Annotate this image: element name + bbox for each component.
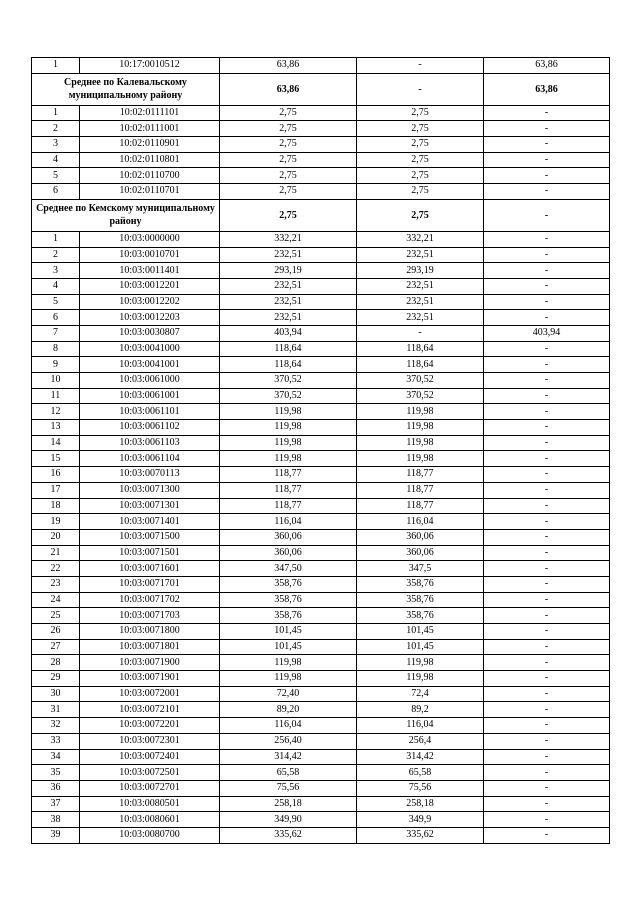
row-number-cell: 25 (32, 608, 80, 624)
row-number-cell: 6 (32, 310, 80, 326)
value-col5-cell: - (484, 702, 610, 718)
cadastral-quarter-cell: 10:03:0071703 (80, 608, 220, 624)
row-number-cell: 23 (32, 576, 80, 592)
value-col4-cell: 118,64 (357, 341, 484, 357)
table-row (32, 529, 610, 545)
value-col4-cell: 349,9 (357, 812, 484, 828)
table-row (32, 733, 610, 749)
value-col5-cell: - (484, 529, 610, 545)
value-col4-cell: - (357, 58, 484, 74)
cadastral-quarter-cell: 10:03:0012203 (80, 310, 220, 326)
table-row (32, 655, 610, 671)
table-row (32, 168, 610, 184)
value-col5-cell: - (484, 749, 610, 765)
value-col5-cell: - (484, 498, 610, 514)
value-cell: 119,98 (220, 435, 357, 451)
value-cell: 118,77 (220, 482, 357, 498)
value-col4-cell: 2,75 (357, 152, 484, 168)
table-row (32, 467, 610, 483)
cadastral-quarter-cell: 10:03:0061102 (80, 420, 220, 436)
cadastral-quarter-cell: 10:03:0071501 (80, 545, 220, 561)
value-col5-cell: - (484, 341, 610, 357)
value-cell: 118,64 (220, 357, 357, 373)
row-number-cell: 37 (32, 796, 80, 812)
row-number-cell: 22 (32, 561, 80, 577)
value-col5-cell: - (484, 121, 610, 137)
value-col5-cell: - (484, 765, 610, 781)
value-col4-cell: 335,62 (357, 827, 484, 843)
value-col5-cell: - (484, 482, 610, 498)
value-col5-cell: - (484, 373, 610, 389)
cadastral-quarter-cell: 10:03:0071801 (80, 639, 220, 655)
row-number-cell: 16 (32, 467, 80, 483)
table-row (32, 749, 610, 765)
cadastral-quarter-cell: 10:02:0110801 (80, 152, 220, 168)
row-number-cell: 4 (32, 152, 80, 168)
value-cell: 2,75 (220, 184, 357, 200)
value-col5-cell: - (484, 199, 610, 231)
subtotal-row (32, 73, 610, 105)
cadastral-quarter-cell: 10:03:0080501 (80, 796, 220, 812)
value-cell: 2,75 (220, 105, 357, 121)
value-cell: 256,40 (220, 733, 357, 749)
value-cell: 358,76 (220, 576, 357, 592)
value-col4-cell: 118,77 (357, 498, 484, 514)
value-col5-cell: 63,86 (484, 58, 610, 74)
value-col5-cell: - (484, 105, 610, 121)
value-cell: 360,06 (220, 545, 357, 561)
value-col5-cell: - (484, 152, 610, 168)
value-col4-cell: - (357, 73, 484, 105)
cadastral-quarter-cell: 10:17:0010512 (80, 58, 220, 74)
cadastral-quarter-cell: 10:03:0071800 (80, 624, 220, 640)
cadastral-quarter-cell: 10:03:0030807 (80, 325, 220, 341)
row-number-cell: 27 (32, 639, 80, 655)
table-row (32, 545, 610, 561)
value-col4-cell: 232,51 (357, 278, 484, 294)
value-cell: 258,18 (220, 796, 357, 812)
row-number-cell: 5 (32, 294, 80, 310)
value-col5-cell: - (484, 231, 610, 247)
cadastral-quarter-cell: 10:03:0071500 (80, 529, 220, 545)
value-col4-cell: 232,51 (357, 310, 484, 326)
value-cell: 72,40 (220, 686, 357, 702)
value-col5-cell: - (484, 404, 610, 420)
row-number-cell: 24 (32, 592, 80, 608)
value-col4-cell: 118,77 (357, 467, 484, 483)
row-number-cell: 11 (32, 388, 80, 404)
value-cell: 63,86 (220, 73, 357, 105)
value-cell: 119,98 (220, 671, 357, 687)
value-col5-cell: - (484, 357, 610, 373)
value-col5-cell: 403,94 (484, 325, 610, 341)
table-row (32, 247, 610, 263)
value-col4-cell: 2,75 (357, 105, 484, 121)
subtotal-label-cell: Среднее по Кемскому муниципальному району (32, 199, 220, 231)
value-col5-cell: - (484, 655, 610, 671)
value-cell: 232,51 (220, 294, 357, 310)
cadastral-quarter-cell: 10:03:0080601 (80, 812, 220, 828)
value-cell: 119,98 (220, 655, 357, 671)
table-row (32, 702, 610, 718)
table-row (32, 514, 610, 530)
value-col5-cell: - (484, 827, 610, 843)
value-col5-cell: - (484, 718, 610, 734)
row-number-cell: 36 (32, 780, 80, 796)
cadastral-quarter-cell: 10:03:0080700 (80, 827, 220, 843)
table-row (32, 278, 610, 294)
cadastral-quarter-cell: 10:03:0071601 (80, 561, 220, 577)
value-cell: 63,86 (220, 58, 357, 74)
row-number-cell: 39 (32, 827, 80, 843)
row-number-cell: 26 (32, 624, 80, 640)
value-col4-cell: 232,51 (357, 247, 484, 263)
row-number-cell: 18 (32, 498, 80, 514)
cadastral-quarter-cell: 10:02:0110901 (80, 137, 220, 153)
table-row (32, 561, 610, 577)
table-row (32, 624, 610, 640)
cadastral-quarter-cell: 10:03:0072501 (80, 765, 220, 781)
value-cell: 2,75 (220, 168, 357, 184)
cadastral-quarter-cell: 10:02:0111001 (80, 121, 220, 137)
table-row (32, 686, 610, 702)
row-number-cell: 20 (32, 529, 80, 545)
cadastral-quarter-cell: 10:03:0061000 (80, 373, 220, 389)
value-col5-cell: - (484, 733, 610, 749)
row-number-cell: 15 (32, 451, 80, 467)
value-col5-cell: - (484, 263, 610, 279)
row-number-cell: 35 (32, 765, 80, 781)
value-col4-cell: 2,75 (357, 121, 484, 137)
table-row (32, 592, 610, 608)
value-col5-cell: - (484, 592, 610, 608)
value-col4-cell: 293,19 (357, 263, 484, 279)
row-number-cell: 1 (32, 231, 80, 247)
table-row (32, 451, 610, 467)
row-number-cell: 31 (32, 702, 80, 718)
row-number-cell: 38 (32, 812, 80, 828)
table-row (32, 498, 610, 514)
value-cell: 335,62 (220, 827, 357, 843)
cadastral-quarter-cell: 10:03:0072201 (80, 718, 220, 734)
value-cell: 358,76 (220, 608, 357, 624)
value-cell: 101,45 (220, 624, 357, 640)
value-cell: 232,51 (220, 247, 357, 263)
value-col4-cell: 360,06 (357, 529, 484, 545)
table-row (32, 341, 610, 357)
value-col5-cell: - (484, 812, 610, 828)
value-col5-cell: - (484, 780, 610, 796)
value-col4-cell: 119,98 (357, 655, 484, 671)
cadastral-quarter-cell: 10:03:0041000 (80, 341, 220, 357)
value-col4-cell: 65,58 (357, 765, 484, 781)
table-row (32, 796, 610, 812)
cadastral-quarter-cell: 10:03:0061001 (80, 388, 220, 404)
value-col4-cell: 116,04 (357, 514, 484, 530)
row-number-cell: 3 (32, 263, 80, 279)
value-col4-cell: 101,45 (357, 624, 484, 640)
value-col4-cell: 119,98 (357, 435, 484, 451)
row-number-cell: 7 (32, 325, 80, 341)
value-col5-cell: - (484, 294, 610, 310)
value-cell: 232,51 (220, 310, 357, 326)
value-col5-cell: - (484, 278, 610, 294)
value-cell: 75,56 (220, 780, 357, 796)
row-number-cell: 19 (32, 514, 80, 530)
cadastral-quarter-cell: 10:03:0071701 (80, 576, 220, 592)
table-row (32, 263, 610, 279)
value-col4-cell: 119,98 (357, 671, 484, 687)
table-row (32, 373, 610, 389)
value-col4-cell: 2,75 (357, 137, 484, 153)
table-row (32, 121, 610, 137)
value-col5-cell: - (484, 671, 610, 687)
cadastral-quarter-cell: 10:03:0071901 (80, 671, 220, 687)
subtotal-label-cell: Среднее по Калевальскому муниципальному району (32, 73, 220, 105)
value-cell: 332,21 (220, 231, 357, 247)
row-number-cell: 13 (32, 420, 80, 436)
table-row (32, 231, 610, 247)
value-col4-cell: 118,77 (357, 482, 484, 498)
value-cell: 349,90 (220, 812, 357, 828)
value-col4-cell: 256,4 (357, 733, 484, 749)
value-col4-cell: 119,98 (357, 451, 484, 467)
cadastral-quarter-cell: 10:03:0072101 (80, 702, 220, 718)
value-cell: 360,06 (220, 529, 357, 545)
row-number-cell: 34 (32, 749, 80, 765)
value-cell: 65,58 (220, 765, 357, 781)
cadastral-quarter-cell: 10:03:0072001 (80, 686, 220, 702)
value-cell: 370,52 (220, 373, 357, 389)
value-col5-cell: - (484, 467, 610, 483)
cadastral-quarter-cell: 10:03:0072301 (80, 733, 220, 749)
value-cell: 232,51 (220, 278, 357, 294)
value-cell: 116,04 (220, 514, 357, 530)
value-cell: 119,98 (220, 404, 357, 420)
value-cell: 118,77 (220, 467, 357, 483)
subtotal-row (32, 199, 610, 231)
value-col4-cell: 370,52 (357, 388, 484, 404)
row-number-cell: 29 (32, 671, 80, 687)
cadastral-quarter-cell: 10:03:0011401 (80, 263, 220, 279)
value-cell: 2,75 (220, 137, 357, 153)
value-cell: 118,77 (220, 498, 357, 514)
value-col4-cell: 232,51 (357, 294, 484, 310)
table-row (32, 671, 610, 687)
value-col5-cell: - (484, 624, 610, 640)
row-number-cell: 10 (32, 373, 80, 389)
table-row (32, 639, 610, 655)
cadastral-quarter-cell: 10:03:0072401 (80, 749, 220, 765)
value-cell: 89,20 (220, 702, 357, 718)
value-cell: 119,98 (220, 451, 357, 467)
value-col4-cell: 2,75 (357, 168, 484, 184)
cadastral-quarter-cell: 10:03:0061103 (80, 435, 220, 451)
value-col5-cell: - (484, 608, 610, 624)
cadastral-quarter-cell: 10:03:0000000 (80, 231, 220, 247)
cadastral-quarter-cell: 10:03:0071301 (80, 498, 220, 514)
value-col5-cell: - (484, 686, 610, 702)
value-col4-cell: 2,75 (357, 199, 484, 231)
value-col5-cell: - (484, 514, 610, 530)
value-col5-cell: - (484, 545, 610, 561)
row-number-cell: 21 (32, 545, 80, 561)
value-col5-cell: - (484, 247, 610, 263)
cadastral-quarter-cell: 10:03:0071300 (80, 482, 220, 498)
cadastral-quarter-cell: 10:02:0111101 (80, 105, 220, 121)
table-row (32, 58, 610, 74)
value-cell: 118,64 (220, 341, 357, 357)
row-number-cell: 32 (32, 718, 80, 734)
cadastral-quarter-cell: 10:03:0071900 (80, 655, 220, 671)
row-number-cell: 1 (32, 58, 80, 74)
value-cell: 358,76 (220, 592, 357, 608)
value-cell: 2,75 (220, 199, 357, 231)
cadastral-quarter-cell: 10:03:0072701 (80, 780, 220, 796)
table-row (32, 137, 610, 153)
table-row (32, 780, 610, 796)
value-cell: 116,04 (220, 718, 357, 734)
value-cell: 314,42 (220, 749, 357, 765)
value-col5-cell: 63,86 (484, 73, 610, 105)
table-row (32, 325, 610, 341)
table-row (32, 718, 610, 734)
cadastral-quarter-cell: 10:02:0110701 (80, 184, 220, 200)
value-col5-cell: - (484, 561, 610, 577)
cadastral-quarter-cell: 10:03:0061101 (80, 404, 220, 420)
value-col5-cell: - (484, 451, 610, 467)
row-number-cell: 1 (32, 105, 80, 121)
value-col4-cell: 72,4 (357, 686, 484, 702)
row-number-cell: 33 (32, 733, 80, 749)
cadastral-quarter-cell: 10:03:0061104 (80, 451, 220, 467)
value-col4-cell: 89,2 (357, 702, 484, 718)
value-col4-cell: 358,76 (357, 576, 484, 592)
value-col5-cell: - (484, 796, 610, 812)
value-col5-cell: - (484, 168, 610, 184)
value-col4-cell: 101,45 (357, 639, 484, 655)
value-cell: 2,75 (220, 121, 357, 137)
table-row (32, 435, 610, 451)
value-cell: 119,98 (220, 420, 357, 436)
value-col4-cell: 360,06 (357, 545, 484, 561)
value-col4-cell: - (357, 325, 484, 341)
table-row (32, 608, 610, 624)
table-row (32, 765, 610, 781)
cadastral-quarter-cell: 10:02:0110700 (80, 168, 220, 184)
row-number-cell: 8 (32, 341, 80, 357)
value-cell: 347,50 (220, 561, 357, 577)
value-col4-cell: 75,56 (357, 780, 484, 796)
cadastral-quarter-cell: 10:03:0070113 (80, 467, 220, 483)
table-row (32, 812, 610, 828)
value-cell: 2,75 (220, 152, 357, 168)
cadastral-quarter-cell: 10:03:0071702 (80, 592, 220, 608)
value-col5-cell: - (484, 137, 610, 153)
value-col5-cell: - (484, 310, 610, 326)
table-row (32, 184, 610, 200)
value-col4-cell: 314,42 (357, 749, 484, 765)
table-row (32, 357, 610, 373)
row-number-cell: 14 (32, 435, 80, 451)
value-col4-cell: 370,52 (357, 373, 484, 389)
value-cell: 101,45 (220, 639, 357, 655)
table-row (32, 152, 610, 168)
value-col4-cell: 116,04 (357, 718, 484, 734)
value-col5-cell: - (484, 420, 610, 436)
table-row (32, 310, 610, 326)
row-number-cell: 5 (32, 168, 80, 184)
value-col4-cell: 119,98 (357, 404, 484, 420)
cadastral-quarter-cell: 10:03:0041001 (80, 357, 220, 373)
cadastral-value-table (31, 57, 610, 844)
row-number-cell: 12 (32, 404, 80, 420)
value-col5-cell: - (484, 435, 610, 451)
table-row (32, 576, 610, 592)
row-number-cell: 4 (32, 278, 80, 294)
value-col4-cell: 332,21 (357, 231, 484, 247)
row-number-cell: 2 (32, 121, 80, 137)
cadastral-quarter-cell: 10:03:0012201 (80, 278, 220, 294)
value-col5-cell: - (484, 639, 610, 655)
value-col5-cell: - (484, 184, 610, 200)
row-number-cell: 17 (32, 482, 80, 498)
cadastral-quarter-cell: 10:03:0071401 (80, 514, 220, 530)
value-col4-cell: 358,76 (357, 592, 484, 608)
value-col5-cell: - (484, 388, 610, 404)
table-row (32, 404, 610, 420)
value-cell: 293,19 (220, 263, 357, 279)
row-number-cell: 6 (32, 184, 80, 200)
value-cell: 370,52 (220, 388, 357, 404)
row-number-cell: 28 (32, 655, 80, 671)
row-number-cell: 3 (32, 137, 80, 153)
value-col4-cell: 347,5 (357, 561, 484, 577)
table-row (32, 420, 610, 436)
table-row (32, 105, 610, 121)
cadastral-quarter-cell: 10:03:0010701 (80, 247, 220, 263)
row-number-cell: 30 (32, 686, 80, 702)
table-row (32, 388, 610, 404)
value-col5-cell: - (484, 576, 610, 592)
value-col4-cell: 118,64 (357, 357, 484, 373)
value-col4-cell: 258,18 (357, 796, 484, 812)
table-row (32, 827, 610, 843)
table-body (32, 58, 610, 844)
table-row (32, 482, 610, 498)
value-col4-cell: 2,75 (357, 184, 484, 200)
value-col4-cell: 119,98 (357, 420, 484, 436)
row-number-cell: 9 (32, 357, 80, 373)
value-col4-cell: 358,76 (357, 608, 484, 624)
row-number-cell: 2 (32, 247, 80, 263)
cadastral-quarter-cell: 10:03:0012202 (80, 294, 220, 310)
table-row (32, 294, 610, 310)
value-cell: 403,94 (220, 325, 357, 341)
